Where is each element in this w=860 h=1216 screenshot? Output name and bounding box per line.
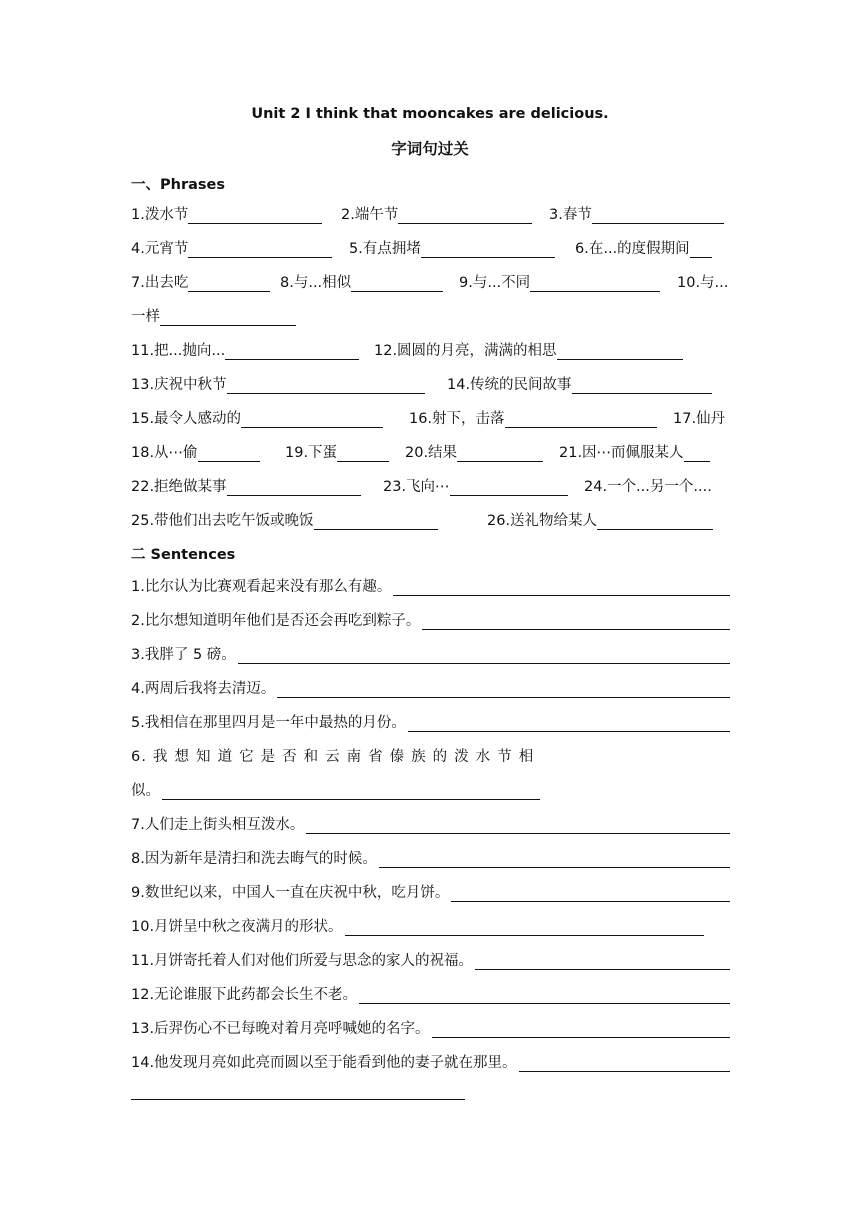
phrase-row <box>131 204 730 226</box>
phrase-item: 2.端午节 <box>341 204 532 224</box>
phrase-item: 11.把...抛向... <box>131 340 359 360</box>
sentence-item: 2.比尔想知道明年他们是否还会再吃到粽子。 <box>131 608 730 630</box>
phrase-row <box>131 340 730 362</box>
sentence-item: 5.我相信在那里四月是一年中最热的月份。 <box>131 710 730 732</box>
phrase-item: 6.在...的度假期间 <box>575 238 712 258</box>
phrase-row <box>131 272 730 294</box>
phrase-item: 21.因⋯而佩服某人 <box>559 442 710 462</box>
sentence-item: 12.无论谁服下此药都会长生不老。 <box>131 982 730 1004</box>
phrase-row <box>131 238 730 260</box>
phrase-item: 19.下蛋 <box>285 442 389 462</box>
phrases-heading: 一、Phrases <box>131 177 225 193</box>
sentence-item: 9.数世纪以来，中国人一直在庆祝中秋，吃月饼。 <box>131 880 730 902</box>
phrase-row <box>131 306 730 328</box>
sentence-item: 7.人们走上街头相互泼水。 <box>131 812 730 834</box>
phrase-item: 23.飞向⋯ <box>383 476 568 496</box>
sentences-heading: 二 Sentences <box>131 547 236 563</box>
phrase-item: 3.春节 <box>549 204 724 224</box>
phrase-item: 5.有点拥堵 <box>349 238 555 258</box>
phrase-item: 10.与... <box>677 275 729 291</box>
sentence-item: 11.月饼寄托着人们对他们所爱与思念的家人的祝福。 <box>131 948 730 970</box>
sentence-item: 似。 <box>131 778 551 800</box>
sentence-item: 13.后羿伤心不已每晚对着月亮呼喊她的名字。 <box>131 1016 730 1038</box>
phrase-item: 16.射下，击落 <box>409 408 657 428</box>
sentence-item: 8.因为新年是清扫和洗去晦气的时候。 <box>131 846 730 868</box>
sentence-item: 4.两周后我将去清迈。 <box>131 676 730 698</box>
phrase-row <box>131 476 730 498</box>
phrase-item: 24.一个...另一个.... <box>584 479 712 495</box>
phrase-item: 22.拒绝做某事 <box>131 476 361 496</box>
phrase-item: 15.最令人感动的 <box>131 408 383 428</box>
answer-line <box>131 1078 465 1100</box>
phrase-item: 9.与...不同 <box>459 272 660 292</box>
phrase-item: 4.元宵节 <box>131 238 332 258</box>
page-title: Unit 2 I think that mooncakes are delicious. <box>251 106 609 122</box>
phrase-item: 26.送礼物给某人 <box>487 510 713 530</box>
phrase-row <box>131 374 730 396</box>
phrase-item: 25.带他们出去吃午饭或晚饭 <box>131 510 438 530</box>
phrase-item: 1.泼水节 <box>131 204 322 224</box>
sentence-item: 6. 我 想 知 道 它 是 否 和 云 南 省 傣 族 的 泼 水 节 相 <box>131 749 535 765</box>
phrase-item: 一样 <box>131 306 296 326</box>
phrase-item: 20.结果 <box>405 442 543 462</box>
sentence-item: 1.比尔认为比赛观看起来没有那么有趣。 <box>131 574 730 596</box>
phrase-item: 12.圆圆的月亮，满满的相思 <box>374 340 683 360</box>
phrase-item: 8.与...相似 <box>280 272 443 292</box>
phrase-item: 13.庆祝中秋节 <box>131 374 425 394</box>
page-subtitle: 字词句过关 <box>391 140 469 158</box>
sentence-item: 14.他发现月亮如此亮而圆以至于能看到他的妻子就在那里。 <box>131 1050 730 1072</box>
sentence-item: 3.我胖了 5 磅。 <box>131 642 730 664</box>
phrase-item: 7.出去吃 <box>131 272 270 292</box>
sentence-item: 10.月饼呈中秋之夜满月的形状。 <box>131 914 704 936</box>
phrase-item: 14.传统的民间故事 <box>447 374 712 394</box>
phrase-row <box>131 510 730 532</box>
phrase-row <box>131 408 730 430</box>
phrase-item: 17.仙丹 <box>673 411 726 427</box>
phrase-item: 18.从⋯偷 <box>131 442 260 462</box>
phrase-row <box>131 442 730 464</box>
